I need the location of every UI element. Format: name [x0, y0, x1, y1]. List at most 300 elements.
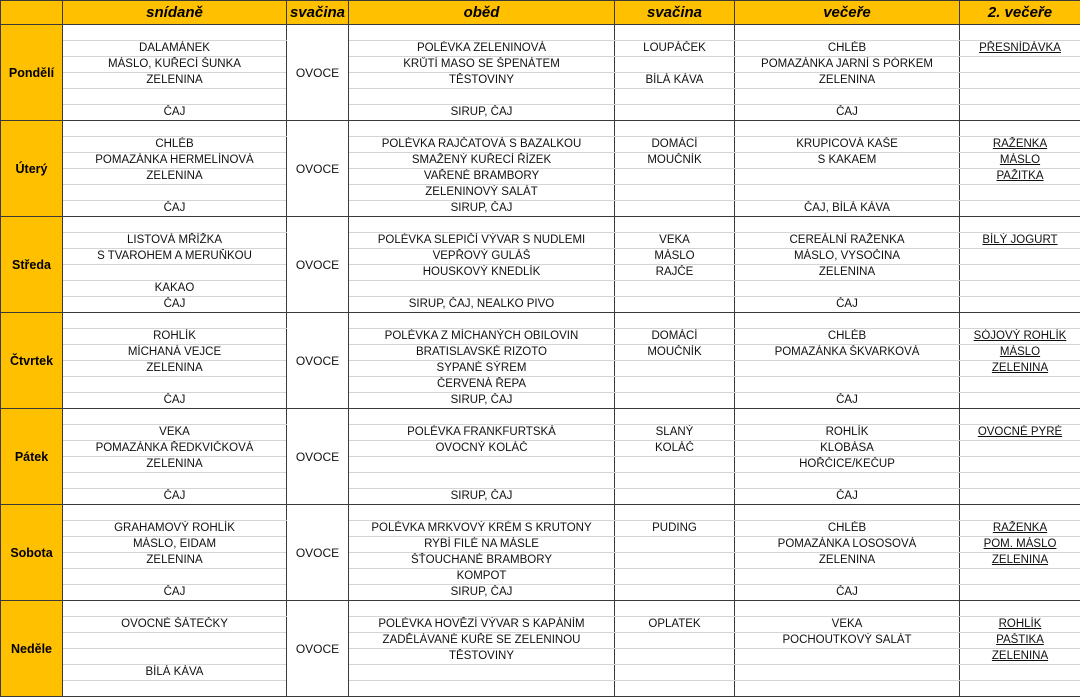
second-dinner-cell — [960, 233, 1080, 249]
afternoon-snack-text: DOMÁCÍ — [652, 330, 698, 342]
dinner-text: VEKA — [832, 618, 863, 630]
dinner-text: POMAZÁNKA JARNÍ S PÓRKEM — [761, 58, 933, 70]
afternoon-snack-cell — [615, 313, 735, 329]
breakfast-cell — [63, 217, 287, 233]
header-row — [1, 1, 1080, 25]
breakfast-cell — [63, 681, 287, 697]
second-dinner-cell — [960, 185, 1080, 201]
second-dinner-cell — [960, 249, 1080, 265]
dinner-cell — [735, 57, 960, 73]
dinner-text: ČAJ — [836, 106, 858, 118]
table-row — [1, 569, 1080, 585]
breakfast-text: ČAJ — [164, 106, 186, 118]
afternoon-snack-cell — [615, 169, 735, 185]
table-row — [1, 73, 1080, 89]
day-label: Čtvrtek — [1, 313, 63, 409]
lunch-cell — [349, 617, 615, 633]
second-dinner-cell — [960, 345, 1080, 361]
afternoon-snack-text: MOUČNÍK — [647, 346, 701, 358]
second-dinner-text: PAŠTIKA — [996, 634, 1044, 646]
dinner-cell — [735, 489, 960, 505]
lunch-cell — [349, 153, 615, 169]
table-row — [1, 121, 1080, 137]
dinner-text: ROHLÍK — [826, 426, 869, 438]
second-dinner-text: ROHLÍK — [999, 618, 1042, 630]
breakfast-cell — [63, 361, 287, 377]
lunch-text: SYPANÉ SÝREM — [437, 362, 527, 374]
lunch-text: POLÉVKA FRANKFURTSKÁ — [407, 426, 556, 438]
breakfast-cell — [63, 313, 287, 329]
breakfast-cell — [63, 105, 287, 121]
dinner-text: S KAKAEM — [818, 154, 877, 166]
lunch-text: POLÉVKA ZELENINOVÁ — [417, 42, 546, 54]
table-row — [1, 25, 1080, 41]
breakfast-cell — [63, 457, 287, 473]
dinner-cell — [735, 473, 960, 489]
dinner-cell — [735, 617, 960, 633]
second-dinner-cell — [960, 25, 1080, 41]
table-row — [1, 329, 1080, 345]
afternoon-snack-cell — [615, 185, 735, 201]
breakfast-cell — [63, 153, 287, 169]
dinner-cell — [735, 633, 960, 649]
breakfast-text: GRAHAMOVÝ ROHLÍK — [114, 522, 235, 534]
dinner-cell — [735, 153, 960, 169]
lunch-cell — [349, 105, 615, 121]
morning-snack-cell: OVOCE — [287, 121, 349, 217]
second-dinner-cell — [960, 441, 1080, 457]
breakfast-text: CHLÉB — [155, 138, 193, 150]
lunch-text: POLÉVKA RAJČATOVÁ S BAZALKOU — [382, 138, 582, 150]
table-row — [1, 409, 1080, 425]
lunch-text: VEPŘOVÝ GULÁŠ — [433, 250, 531, 262]
dinner-cell — [735, 345, 960, 361]
table-row — [1, 105, 1080, 121]
breakfast-text: ZELENINA — [146, 458, 202, 470]
lunch-cell — [349, 665, 615, 681]
breakfast-cell — [63, 169, 287, 185]
breakfast-text: MÁSLO, EIDAM — [133, 538, 216, 550]
lunch-text: SIRUP, ČAJ, NEALKO PIVO — [409, 298, 555, 310]
afternoon-snack-cell — [615, 553, 735, 569]
lunch-cell — [349, 137, 615, 153]
dinner-text: CHLÉB — [828, 42, 866, 54]
breakfast-text: VEKA — [159, 426, 190, 438]
breakfast-text: ČAJ — [164, 202, 186, 214]
dinner-cell — [735, 361, 960, 377]
second-dinner-cell — [960, 121, 1080, 137]
breakfast-text: POMAZÁNKA HERMELÍNOVÁ — [95, 154, 253, 166]
afternoon-snack-cell — [615, 249, 735, 265]
lunch-text: SIRUP, ČAJ — [451, 586, 513, 598]
lunch-text: POLÉVKA Z MÍCHANÝCH OBILOVIN — [385, 330, 579, 342]
breakfast-cell — [63, 377, 287, 393]
afternoon-snack-cell — [615, 137, 735, 153]
table-row — [1, 457, 1080, 473]
lunch-cell — [349, 281, 615, 297]
lunch-cell — [349, 73, 615, 89]
lunch-text: POLÉVKA SLEPIČÍ VÝVAR S NUDLEMI — [378, 234, 586, 246]
lunch-text: SIRUP, ČAJ — [451, 202, 513, 214]
dinner-text: ČAJ, BÍLÁ KÁVA — [804, 202, 890, 214]
table-row — [1, 297, 1080, 313]
dinner-cell — [735, 25, 960, 41]
dinner-text: ČAJ — [836, 394, 858, 406]
dinner-cell — [735, 89, 960, 105]
dinner-cell — [735, 457, 960, 473]
header-dinner: večeře — [735, 1, 960, 25]
dinner-cell — [735, 105, 960, 121]
lunch-text: VAŘENÉ BRAMBORY — [424, 170, 539, 182]
second-dinner-text: BÍLÝ JOGURT — [982, 234, 1057, 246]
table-row — [1, 249, 1080, 265]
second-dinner-cell — [960, 521, 1080, 537]
dinner-text: KLOBÁSA — [820, 442, 874, 454]
afternoon-snack-text: KOLÁČ — [655, 442, 694, 454]
dinner-text: POMAZÁNKA LOSOSOVÁ — [778, 538, 917, 550]
second-dinner-text: RAŽENKA — [993, 138, 1047, 150]
afternoon-snack-text: MOUČNÍK — [647, 154, 701, 166]
dinner-text: POCHOUTKOVÝ SALÁT — [782, 634, 911, 646]
lunch-text: POLÉVKA HOVĚZÍ VÝVAR S KAPÁNÍM — [378, 618, 584, 630]
dinner-cell — [735, 521, 960, 537]
breakfast-cell — [63, 57, 287, 73]
breakfast-text: DALAMÁNEK — [139, 42, 210, 54]
table-row — [1, 377, 1080, 393]
afternoon-snack-cell — [615, 585, 735, 601]
second-dinner-text: RAŽENKA — [993, 522, 1047, 534]
lunch-cell — [349, 265, 615, 281]
dinner-cell — [735, 217, 960, 233]
dinner-cell — [735, 313, 960, 329]
afternoon-snack-cell — [615, 281, 735, 297]
table-row — [1, 201, 1080, 217]
lunch-text: ZELENINOVÝ SALÁT — [425, 186, 537, 198]
dinner-text: HOŘČICE/KEČUP — [799, 458, 895, 470]
afternoon-snack-cell — [615, 537, 735, 553]
lunch-text: OVOCNÝ KOLÁČ — [435, 442, 527, 454]
breakfast-cell — [63, 553, 287, 569]
afternoon-snack-cell — [615, 105, 735, 121]
afternoon-snack-cell — [615, 41, 735, 57]
second-dinner-cell — [960, 89, 1080, 105]
breakfast-text: S TVAROHEM A MERUŇKOU — [97, 250, 252, 262]
lunch-cell — [349, 345, 615, 361]
breakfast-cell — [63, 329, 287, 345]
dinner-cell — [735, 585, 960, 601]
dinner-cell — [735, 553, 960, 569]
afternoon-snack-cell — [615, 361, 735, 377]
lunch-cell — [349, 89, 615, 105]
header-lunch: oběd — [349, 1, 615, 25]
second-dinner-cell — [960, 201, 1080, 217]
breakfast-cell — [63, 601, 287, 617]
afternoon-snack-cell — [615, 329, 735, 345]
lunch-cell — [349, 249, 615, 265]
table-row — [1, 57, 1080, 73]
lunch-cell — [349, 41, 615, 57]
lunch-cell — [349, 217, 615, 233]
table-row — [1, 217, 1080, 233]
lunch-text: POLÉVKA MRKVOVÝ KRÉM S KRUTONY — [371, 522, 591, 534]
table-row — [1, 345, 1080, 361]
breakfast-cell — [63, 537, 287, 553]
lunch-cell — [349, 553, 615, 569]
second-dinner-cell — [960, 281, 1080, 297]
table-row — [1, 585, 1080, 601]
lunch-cell — [349, 489, 615, 505]
breakfast-cell — [63, 473, 287, 489]
lunch-cell — [349, 537, 615, 553]
dinner-cell — [735, 265, 960, 281]
lunch-cell — [349, 377, 615, 393]
lunch-text: HOUSKOVÝ KNEDLÍK — [423, 266, 541, 278]
breakfast-cell — [63, 505, 287, 521]
dinner-text: CHLÉB — [828, 330, 866, 342]
lunch-cell — [349, 505, 615, 521]
second-dinner-cell — [960, 633, 1080, 649]
lunch-cell — [349, 681, 615, 697]
breakfast-cell — [63, 265, 287, 281]
afternoon-snack-cell — [615, 521, 735, 537]
lunch-text: RYBÍ FILÉ NA MÁSLE — [424, 538, 539, 550]
afternoon-snack-cell — [615, 73, 735, 89]
afternoon-snack-cell — [615, 57, 735, 73]
afternoon-snack-cell — [615, 217, 735, 233]
dinner-cell — [735, 569, 960, 585]
breakfast-cell — [63, 633, 287, 649]
afternoon-snack-text: PUDING — [652, 522, 697, 534]
second-dinner-cell — [960, 105, 1080, 121]
breakfast-text: ČAJ — [164, 490, 186, 502]
day-label: Sobota — [1, 505, 63, 601]
afternoon-snack-cell — [615, 457, 735, 473]
day-label: Pátek — [1, 409, 63, 505]
day-label: Úterý — [1, 121, 63, 217]
afternoon-snack-text: SLANÝ — [656, 426, 694, 438]
lunch-cell — [349, 393, 615, 409]
lunch-cell — [349, 585, 615, 601]
afternoon-snack-cell — [615, 681, 735, 697]
breakfast-cell — [63, 297, 287, 313]
lunch-cell — [349, 329, 615, 345]
dinner-cell — [735, 249, 960, 265]
dinner-cell — [735, 441, 960, 457]
table-row — [1, 601, 1080, 617]
breakfast-text: MÍCHANÁ VEJCE — [128, 346, 221, 358]
afternoon-snack-text: OPLATEK — [648, 618, 700, 630]
table-row — [1, 393, 1080, 409]
lunch-text: SIRUP, ČAJ — [451, 394, 513, 406]
afternoon-snack-cell — [615, 489, 735, 505]
second-dinner-cell — [960, 393, 1080, 409]
afternoon-snack-cell — [615, 441, 735, 457]
header-corner — [1, 1, 63, 25]
breakfast-cell — [63, 89, 287, 105]
breakfast-cell — [63, 121, 287, 137]
second-dinner-cell — [960, 553, 1080, 569]
second-dinner-cell — [960, 313, 1080, 329]
breakfast-cell — [63, 649, 287, 665]
dinner-cell — [735, 297, 960, 313]
breakfast-cell — [63, 201, 287, 217]
dinner-text: CEREÁLNÍ RAŽENKA — [789, 234, 904, 246]
table-row — [1, 281, 1080, 297]
table-row — [1, 233, 1080, 249]
breakfast-text: ČAJ — [164, 394, 186, 406]
second-dinner-text: POM. MÁSLO — [984, 538, 1057, 550]
afternoon-snack-cell — [615, 409, 735, 425]
afternoon-snack-cell — [615, 25, 735, 41]
second-dinner-cell — [960, 537, 1080, 553]
dinner-text: ČAJ — [836, 490, 858, 502]
dinner-cell — [735, 425, 960, 441]
dinner-cell — [735, 409, 960, 425]
lunch-cell — [349, 457, 615, 473]
breakfast-cell — [63, 185, 287, 201]
afternoon-snack-cell — [615, 201, 735, 217]
dinner-cell — [735, 601, 960, 617]
afternoon-snack-cell — [615, 265, 735, 281]
morning-snack-cell: OVOCE — [287, 409, 349, 505]
header-afternoon-snack: svačina — [615, 1, 735, 25]
table-row — [1, 553, 1080, 569]
table-row — [1, 41, 1080, 57]
lunch-text: TĚSTOVINY — [449, 650, 514, 662]
breakfast-text: ZELENINA — [146, 170, 202, 182]
breakfast-cell — [63, 617, 287, 633]
breakfast-cell — [63, 569, 287, 585]
lunch-cell — [349, 361, 615, 377]
day-label: Středa — [1, 217, 63, 313]
second-dinner-cell — [960, 681, 1080, 697]
lunch-cell — [349, 121, 615, 137]
second-dinner-cell — [960, 137, 1080, 153]
lunch-text: SMAŽENÝ KUŘECÍ ŘÍZEK — [412, 154, 551, 166]
dinner-cell — [735, 233, 960, 249]
dinner-text: ZELENINA — [819, 266, 875, 278]
table-row — [1, 489, 1080, 505]
breakfast-cell — [63, 233, 287, 249]
second-dinner-text: ZELENINA — [992, 554, 1048, 566]
dinner-cell — [735, 681, 960, 697]
lunch-cell — [349, 313, 615, 329]
second-dinner-text: PAŽITKA — [996, 170, 1043, 182]
dinner-cell — [735, 505, 960, 521]
breakfast-cell — [63, 665, 287, 681]
table-row — [1, 441, 1080, 457]
lunch-cell — [349, 233, 615, 249]
afternoon-snack-text: BÍLÁ KÁVA — [646, 74, 704, 86]
dinner-text: ZELENINA — [819, 74, 875, 86]
breakfast-cell — [63, 25, 287, 41]
lunch-cell — [349, 185, 615, 201]
breakfast-text: ROHLÍK — [153, 330, 196, 342]
second-dinner-text: OVOCNÉ PYRÉ — [978, 426, 1062, 438]
table-row — [1, 185, 1080, 201]
afternoon-snack-cell — [615, 601, 735, 617]
second-dinner-cell — [960, 329, 1080, 345]
afternoon-snack-cell — [615, 377, 735, 393]
afternoon-snack-cell — [615, 121, 735, 137]
breakfast-cell — [63, 521, 287, 537]
breakfast-cell — [63, 393, 287, 409]
second-dinner-text: ZELENINA — [992, 650, 1048, 662]
dinner-text: CHLÉB — [828, 522, 866, 534]
second-dinner-cell — [960, 265, 1080, 281]
dinner-cell — [735, 649, 960, 665]
morning-snack-cell: OVOCE — [287, 25, 349, 121]
breakfast-cell — [63, 441, 287, 457]
lunch-cell — [349, 569, 615, 585]
day-label: Neděle — [1, 601, 63, 697]
table-row — [1, 665, 1080, 681]
dinner-cell — [735, 201, 960, 217]
second-dinner-cell — [960, 217, 1080, 233]
lunch-cell — [349, 473, 615, 489]
table-row — [1, 89, 1080, 105]
lunch-cell — [349, 521, 615, 537]
breakfast-text: MÁSLO, KUŘECÍ ŠUNKA — [108, 58, 241, 70]
second-dinner-cell — [960, 153, 1080, 169]
header-second-dinner: 2. večeře — [960, 1, 1080, 25]
second-dinner-cell — [960, 617, 1080, 633]
second-dinner-cell — [960, 425, 1080, 441]
afternoon-snack-cell — [615, 617, 735, 633]
lunch-cell — [349, 633, 615, 649]
table-row — [1, 633, 1080, 649]
breakfast-text: ZELENINA — [146, 362, 202, 374]
breakfast-cell — [63, 41, 287, 57]
breakfast-cell — [63, 249, 287, 265]
breakfast-text: OVOCNÉ ŠÁTEČKY — [121, 618, 228, 630]
breakfast-cell — [63, 409, 287, 425]
second-dinner-cell — [960, 473, 1080, 489]
morning-snack-cell: OVOCE — [287, 601, 349, 697]
second-dinner-cell — [960, 649, 1080, 665]
lunch-text: ČERVENÁ ŘEPA — [437, 378, 526, 390]
second-dinner-cell — [960, 361, 1080, 377]
second-dinner-cell — [960, 41, 1080, 57]
lunch-cell — [349, 601, 615, 617]
lunch-text: KOMPOT — [457, 570, 507, 582]
breakfast-text: LISTOVÁ MŘÍŽKA — [127, 234, 222, 246]
afternoon-snack-cell — [615, 297, 735, 313]
table-row — [1, 313, 1080, 329]
breakfast-cell — [63, 345, 287, 361]
header-breakfast: snídaně — [63, 1, 287, 25]
table-row — [1, 169, 1080, 185]
breakfast-text: ZELENINA — [146, 554, 202, 566]
table-row — [1, 537, 1080, 553]
dinner-cell — [735, 281, 960, 297]
morning-snack-cell: OVOCE — [287, 505, 349, 601]
table-row — [1, 521, 1080, 537]
lunch-cell — [349, 409, 615, 425]
afternoon-snack-cell — [615, 505, 735, 521]
second-dinner-cell — [960, 409, 1080, 425]
breakfast-cell — [63, 137, 287, 153]
dinner-cell — [735, 41, 960, 57]
afternoon-snack-cell — [615, 153, 735, 169]
dinner-text: KRUPICOVÁ KAŠE — [796, 138, 898, 150]
dinner-cell — [735, 393, 960, 409]
second-dinner-text: PŘESNÍDÁVKA — [979, 42, 1061, 54]
breakfast-text: POMAZÁNKA ŘEDKVIČKOVÁ — [96, 442, 254, 454]
afternoon-snack-text: VEKA — [659, 234, 690, 246]
dinner-cell — [735, 169, 960, 185]
dinner-cell — [735, 121, 960, 137]
